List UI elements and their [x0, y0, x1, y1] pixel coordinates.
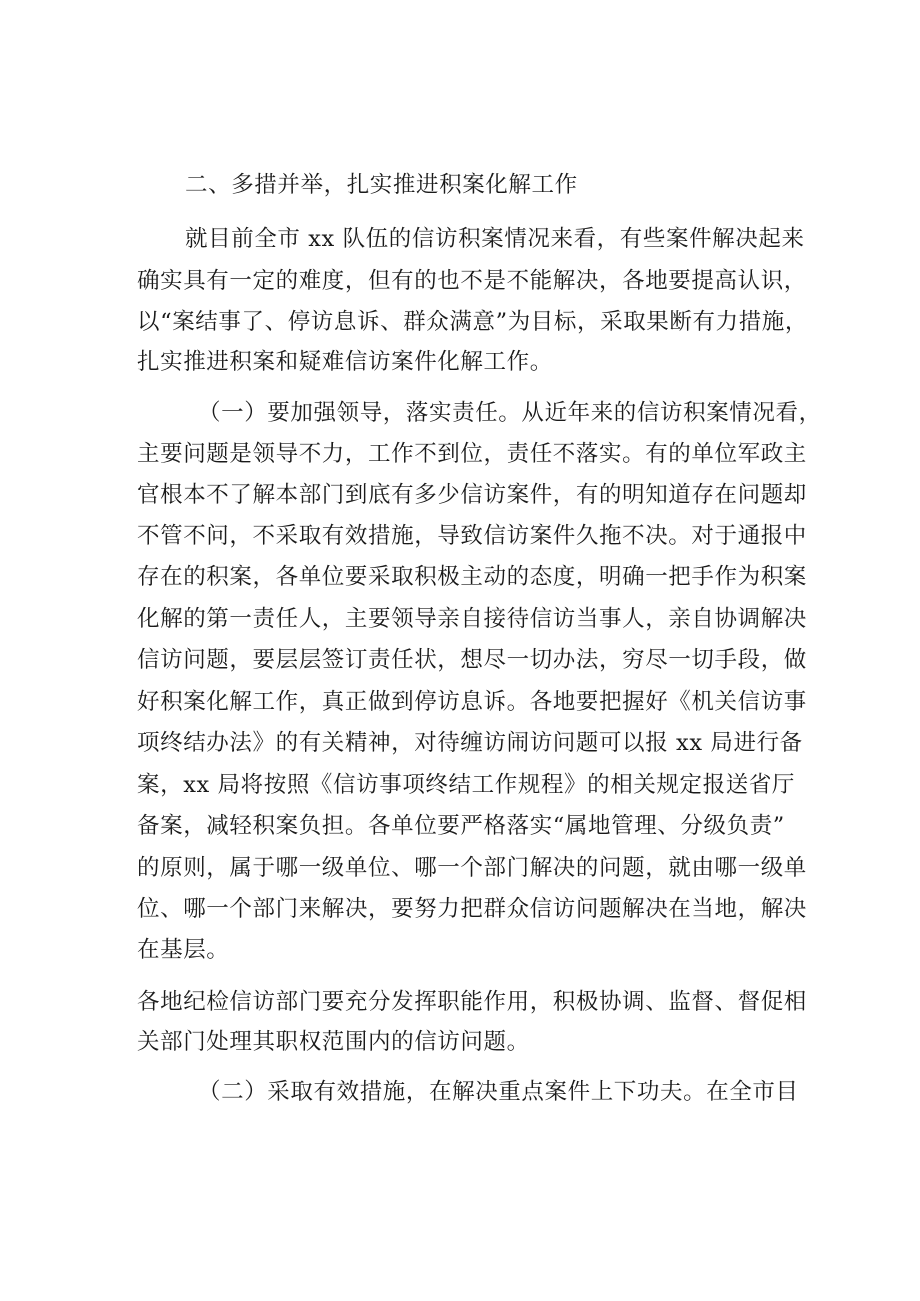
paragraph-line: 确实具有一定的难度，但有的也不是不能解决，各地要提高认识， — [137, 268, 807, 294]
paragraph-line: 化解的第一责任人，主要领导亲自接待信访当事人，亲自协调解决 — [137, 606, 807, 632]
paragraph-line: 在基层。 — [137, 937, 230, 963]
paragraph-line: 关部门处理其职权范围内的信访问题。 — [137, 1029, 530, 1055]
paragraph-line: 就目前全市 xx 队伍的信访积案情况来看，有些案件解决起来 — [185, 226, 805, 252]
paragraph-line: （一）要加强领导，落实责任。从近年来的信访积案情况看， — [198, 400, 822, 426]
paragraph-line: 扎实推进积案和疑难信访案件化解工作。 — [137, 349, 553, 375]
paragraph-line: 的原则，属于哪一级单位、哪一个部门解决的问题，就由哪一级单 — [137, 855, 807, 881]
paragraph-line: 好积案化解工作，真正做到停访息诉。各地要把握好《机关信访事 — [137, 689, 807, 715]
paragraph-line: 案，xx 局将按照《信访事项终结工作规程》的相关规定报送省厅 — [137, 772, 796, 798]
paragraph-line: 不管不问，不采取有效措施，导致信访案件久拖不决。对于通报中 — [137, 523, 807, 549]
section-heading: 二、多措并举，扎实推进积案化解工作 — [185, 172, 578, 198]
paragraph-line: 官根本不了解本部门到底有多少信访案件，有的明知道存在问题却 — [137, 482, 807, 508]
paragraph-line: 备案，减轻积案负担。各单位要严格落实“属地管理、分级负责” — [137, 813, 785, 839]
paragraph-line: 项终结办法》的有关精神，对待缠访闹访问题可以报 xx 局进行备 — [137, 730, 803, 756]
paragraph-line: （二）采取有效措施，在解决重点案件上下功夫。在全市目 — [198, 1079, 799, 1105]
paragraph-line: 主要问题是领导不力，工作不到位，责任不落实。有的单位军政主 — [137, 441, 807, 467]
paragraph-line: 存在的积案，各单位要采取积极主动的态度，明确一把手作为积案 — [137, 564, 807, 590]
paragraph-line: 信访问题，要层层签订责任状，想尽一切办法，穷尽一切手段，做 — [137, 647, 807, 673]
paragraph-line: 各地纪检信访部门要充分发挥职能作用，积极协调、监督、督促相 — [137, 989, 807, 1015]
paragraph-line: 位、哪一个部门来解决，要努力把群众信访问题解决在当地，解决 — [137, 896, 807, 922]
paragraph-line: 以“案结事了、停访息诉、群众满意”为目标，采取果断有力措施， — [137, 309, 809, 335]
